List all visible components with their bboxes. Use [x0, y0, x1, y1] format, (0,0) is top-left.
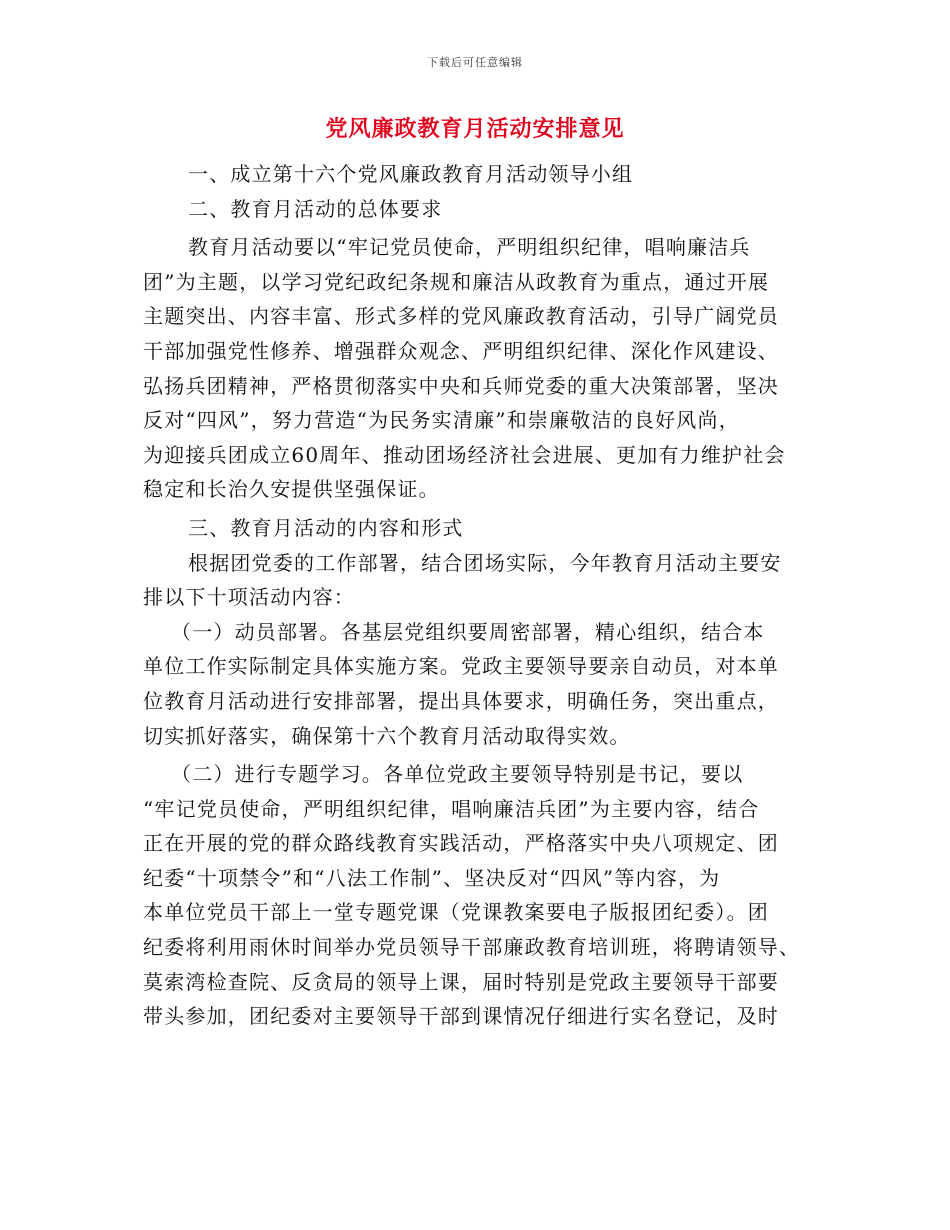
- paragraph-line: 教育月活动要以“牢记党员使命，严明组织纪律，唱响廉洁兵: [188, 235, 751, 260]
- paragraph-line: 为迎接兵团成立60周年、推动团场经济社会进展、更加有力维护社会: [143, 442, 786, 467]
- paragraph-line: 反对“四风”，努力营造“为民务实清廉”和崇廉敬洁的良好风尚，: [143, 408, 740, 433]
- paragraph-line: 带头参加，团纪委对主要领导干部到课情况仔细进行实名登记，及时: [143, 1004, 779, 1029]
- document-body: [143, 157, 807, 1034]
- paragraph-line: （二）进行专题学习。各单位党政主要领导特别是书记，要以: [171, 762, 744, 787]
- paragraph-line: 根据团党委的工作部署，结合团场实际，今年教育月活动主要安: [188, 550, 782, 575]
- section-heading-3: 三、教育月活动的内容和形式: [188, 515, 464, 540]
- paragraph-line: 稳定和长治久安提供坚强保证。: [143, 477, 440, 502]
- paragraph-line: 排以下十项活动内容：: [143, 585, 355, 610]
- section-heading-2: 二、教育月活动的总体要求: [188, 196, 443, 221]
- paragraph-line: 纪委“十项禁令”和“八法工作制”、坚决反对“四风”等内容，为: [143, 865, 721, 890]
- paragraph-line: 单位工作实际制定具体实施方案。党政主要领导要亲自动员，对本单: [143, 654, 779, 679]
- paragraph-line: 切实抓好落实，确保第十六个教育月活动取得实效。: [143, 723, 631, 748]
- section-heading-1: 一、成立第十六个党风廉政教育月活动领导小组: [188, 162, 634, 186]
- document-title: 党风廉政教育月活动安排意见: [325, 116, 625, 142]
- header-note: 下载后可任意编辑: [427, 56, 523, 69]
- paragraph-line: 团”为主题，以学习党纪政纪条规和廉洁从政教育为重点，通过开展: [143, 269, 770, 294]
- paragraph-line: 干部加强党性修养、增强群众观念、严明组织纪律、深化作风建设、: [143, 338, 779, 363]
- paragraph-line: 位教育月活动进行安排部署，提出具体要求，明确任务，突出重点，: [143, 688, 779, 713]
- paragraph-line: 莫索湾检查院、反贪局的领导上课，届时特别是党政主要领导干部要: [143, 969, 779, 994]
- paragraph-line: 正在开展的党的群众路线教育实践活动，严格落实中央八项规定、团: [143, 831, 779, 856]
- paragraph-line: 纪委将利用雨休时间举办党员领导干部廉政教育培训班，将聘请领导、: [143, 935, 801, 960]
- paragraph-line: 主题突出、内容丰富、形式多样的党风廉政教育活动，引导广阔党员: [143, 304, 779, 329]
- paragraph-line: “牢记党员使命，严明组织纪律，唱响廉洁兵团”为主要内容，结合: [143, 796, 760, 821]
- paragraph-line: 本单位党员干部上一堂专题党课（党课教案要电子版报团纪委）。团: [143, 900, 769, 925]
- paragraph-line: （一）动员部署。各基层党组织要周密部署，精心组织，结合本: [171, 619, 765, 644]
- paragraph-line: 弘扬兵团精神，严格贯彻落实中央和兵师党委的重大决策部署，坚决: [143, 373, 779, 398]
